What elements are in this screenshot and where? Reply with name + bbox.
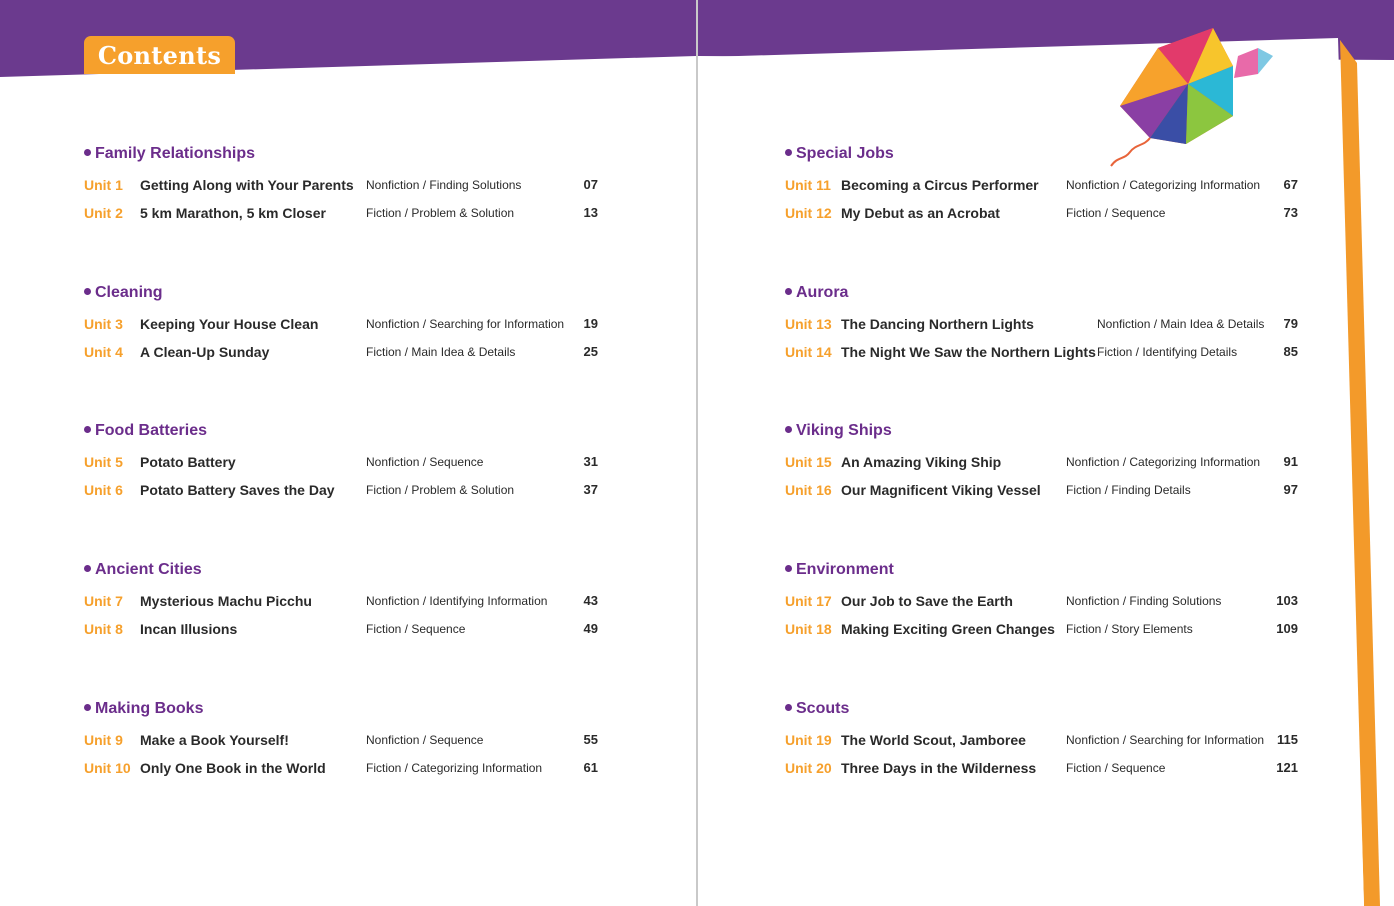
unit-genre: Fiction / Sequence bbox=[1066, 761, 1166, 775]
toc-entry[interactable] bbox=[84, 448, 598, 476]
page-number: 49 bbox=[583, 621, 598, 636]
toc-entry[interactable] bbox=[84, 587, 598, 615]
toc-section bbox=[84, 141, 598, 227]
toc-entry[interactable] bbox=[785, 726, 1298, 754]
unit-genre: Nonfiction / Searching for Information bbox=[366, 317, 565, 331]
section-title-text: Aurora bbox=[796, 284, 849, 301]
unit-number: Unit 7 bbox=[84, 593, 123, 609]
page-number: 103 bbox=[1276, 593, 1298, 608]
unit-title: Potato Battery bbox=[140, 454, 236, 470]
toc-section bbox=[785, 141, 1298, 227]
toc-entry[interactable] bbox=[785, 754, 1298, 782]
unit-number: Unit 8 bbox=[84, 621, 123, 637]
section-title bbox=[84, 280, 598, 306]
toc-section bbox=[785, 557, 1298, 643]
bullet-icon bbox=[785, 149, 792, 156]
unit-genre: Nonfiction / Sequence bbox=[366, 455, 484, 469]
section-title-text: Cleaning bbox=[95, 284, 163, 301]
unit-genre: Nonfiction / Categorizing Information bbox=[1066, 455, 1261, 469]
unit-genre: Fiction / Problem & Solution bbox=[366, 483, 515, 497]
page-number: 07 bbox=[583, 177, 598, 192]
toc-section bbox=[785, 280, 1298, 366]
unit-genre: Fiction / Sequence bbox=[1066, 206, 1166, 220]
page-number: 31 bbox=[583, 454, 598, 469]
unit-title: Becoming a Circus Performer bbox=[841, 177, 1039, 193]
unit-genre: Nonfiction / Finding Solutions bbox=[1066, 594, 1222, 608]
unit-title: Getting Along with Your Parents bbox=[140, 177, 354, 193]
contents-title: Contents bbox=[84, 36, 235, 74]
bullet-icon bbox=[84, 288, 91, 295]
page-number: 73 bbox=[1283, 205, 1298, 220]
unit-number: Unit 12 bbox=[785, 205, 832, 221]
unit-title: My Debut as an Acrobat bbox=[841, 205, 1000, 221]
toc-entry[interactable] bbox=[785, 199, 1298, 227]
unit-number: Unit 13 bbox=[785, 316, 832, 332]
unit-genre: Fiction / Categorizing Information bbox=[366, 761, 543, 775]
page-number: 121 bbox=[1276, 760, 1298, 775]
bullet-icon bbox=[84, 426, 91, 433]
unit-title: Three Days in the Wilderness bbox=[841, 760, 1037, 776]
unit-number: Unit 5 bbox=[84, 454, 123, 470]
toc-entry[interactable] bbox=[84, 615, 598, 643]
unit-genre: Fiction / Identifying Details bbox=[1097, 345, 1238, 359]
bullet-icon bbox=[84, 565, 91, 572]
toc-entry[interactable] bbox=[785, 587, 1298, 615]
toc-entry[interactable] bbox=[785, 476, 1298, 504]
unit-genre: Nonfiction / Identifying Information bbox=[366, 594, 548, 608]
unit-number: Unit 1 bbox=[84, 177, 123, 193]
unit-title: Our Magnificent Viking Vessel bbox=[841, 482, 1041, 498]
unit-title: 5 km Marathon, 5 km Closer bbox=[140, 205, 326, 221]
unit-title: The Dancing Northern Lights bbox=[841, 316, 1034, 332]
page-number: 25 bbox=[583, 344, 598, 359]
section-title bbox=[84, 418, 598, 444]
bullet-icon bbox=[84, 704, 91, 711]
unit-title: Incan Illusions bbox=[140, 621, 238, 637]
toc-entry[interactable] bbox=[785, 448, 1298, 476]
page-number: 91 bbox=[1283, 454, 1298, 469]
page-number: 67 bbox=[1283, 177, 1298, 192]
section-title-text: Scouts bbox=[796, 700, 850, 717]
page-number: 61 bbox=[583, 760, 598, 775]
toc-entry[interactable] bbox=[84, 199, 598, 227]
toc-section bbox=[785, 418, 1298, 504]
page-number: 37 bbox=[583, 482, 598, 497]
unit-number: Unit 14 bbox=[785, 344, 832, 360]
section-title bbox=[785, 280, 1298, 306]
page-number: 115 bbox=[1277, 732, 1298, 747]
unit-title: Mysterious Machu Picchu bbox=[140, 593, 312, 609]
page-number: 19 bbox=[583, 316, 598, 331]
toc-entry[interactable] bbox=[84, 310, 598, 338]
unit-title: Only One Book in the World bbox=[140, 760, 326, 776]
unit-title: Keeping Your House Clean bbox=[140, 316, 319, 332]
page-number: 97 bbox=[1283, 482, 1298, 497]
section-title-text: Family Relationships bbox=[95, 145, 256, 162]
toc-entry[interactable] bbox=[84, 171, 598, 199]
toc-entry[interactable] bbox=[785, 310, 1298, 338]
unit-genre: Nonfiction / Searching for Information bbox=[1066, 733, 1265, 747]
toc-entry[interactable] bbox=[84, 338, 598, 366]
toc-entry[interactable] bbox=[785, 171, 1298, 199]
section-title-text: Special Jobs bbox=[796, 145, 894, 162]
unit-number: Unit 10 bbox=[84, 760, 131, 776]
bullet-icon bbox=[785, 565, 792, 572]
unit-genre: Fiction / Finding Details bbox=[1066, 483, 1191, 497]
page-number: 109 bbox=[1276, 621, 1298, 636]
unit-number: Unit 4 bbox=[84, 344, 123, 360]
section-title bbox=[84, 141, 598, 167]
unit-title: Our Job to Save the Earth bbox=[841, 593, 1013, 609]
toc-section bbox=[84, 557, 598, 643]
section-title bbox=[785, 557, 1298, 583]
section-title bbox=[785, 418, 1298, 444]
bullet-icon bbox=[84, 149, 91, 156]
bullet-icon bbox=[785, 288, 792, 295]
bullet-icon bbox=[785, 704, 792, 711]
unit-genre: Nonfiction / Sequence bbox=[366, 733, 484, 747]
unit-genre: Nonfiction / Finding Solutions bbox=[366, 178, 522, 192]
section-title-text: Food Batteries bbox=[95, 422, 208, 439]
section-title bbox=[84, 557, 598, 583]
toc-entry[interactable] bbox=[785, 338, 1298, 366]
unit-number: Unit 15 bbox=[785, 454, 832, 470]
bullet-icon bbox=[785, 426, 792, 433]
page-number: 43 bbox=[583, 593, 598, 608]
page-number: 13 bbox=[583, 205, 598, 220]
section-title-text: Viking Ships bbox=[796, 422, 892, 439]
unit-number: Unit 9 bbox=[84, 732, 123, 748]
unit-genre: Nonfiction / Main Idea & Details bbox=[1097, 317, 1265, 331]
unit-number: Unit 17 bbox=[785, 593, 832, 609]
unit-number: Unit 2 bbox=[84, 205, 123, 221]
page-number: 85 bbox=[1283, 344, 1298, 359]
page-number: 79 bbox=[1283, 316, 1298, 331]
section-title-text: Ancient Cities bbox=[95, 561, 202, 578]
unit-number: Unit 3 bbox=[84, 316, 123, 332]
toc-entry[interactable] bbox=[84, 754, 598, 782]
unit-title: A Clean-Up Sunday bbox=[140, 344, 270, 360]
unit-number: Unit 6 bbox=[84, 482, 123, 498]
unit-number: Unit 19 bbox=[785, 732, 832, 748]
toc-section bbox=[785, 696, 1298, 782]
unit-number: Unit 16 bbox=[785, 482, 832, 498]
section-title bbox=[84, 696, 598, 722]
section-title bbox=[785, 696, 1298, 722]
toc-entry[interactable] bbox=[785, 615, 1298, 643]
unit-title: The Night We Saw the Northern Lights bbox=[841, 344, 1096, 360]
unit-number: Unit 11 bbox=[785, 177, 831, 193]
unit-number: Unit 20 bbox=[785, 760, 832, 776]
unit-title: Make a Book Yourself! bbox=[140, 732, 289, 748]
unit-title: Making Exciting Green Changes bbox=[841, 621, 1055, 637]
unit-title: An Amazing Viking Ship bbox=[841, 454, 1002, 470]
toc-entry[interactable] bbox=[84, 476, 598, 504]
toc-entry[interactable] bbox=[84, 726, 598, 754]
unit-title: Potato Battery Saves the Day bbox=[140, 482, 335, 498]
unit-genre: Fiction / Sequence bbox=[366, 622, 466, 636]
page-number: 55 bbox=[583, 732, 598, 747]
unit-genre: Nonfiction / Categorizing Information bbox=[1066, 178, 1261, 192]
unit-title: The World Scout, Jamboree bbox=[841, 732, 1026, 748]
section-title-text: Environment bbox=[796, 561, 894, 578]
unit-number: Unit 18 bbox=[785, 621, 832, 637]
section-title-text: Making Books bbox=[95, 700, 204, 717]
unit-genre: Fiction / Problem & Solution bbox=[366, 206, 515, 220]
unit-genre: Fiction / Main Idea & Details bbox=[366, 345, 516, 359]
unit-genre: Fiction / Story Elements bbox=[1066, 622, 1193, 636]
toc-section bbox=[84, 280, 598, 366]
toc-section bbox=[84, 696, 598, 782]
section-title bbox=[785, 141, 1298, 167]
toc-section bbox=[84, 418, 598, 504]
